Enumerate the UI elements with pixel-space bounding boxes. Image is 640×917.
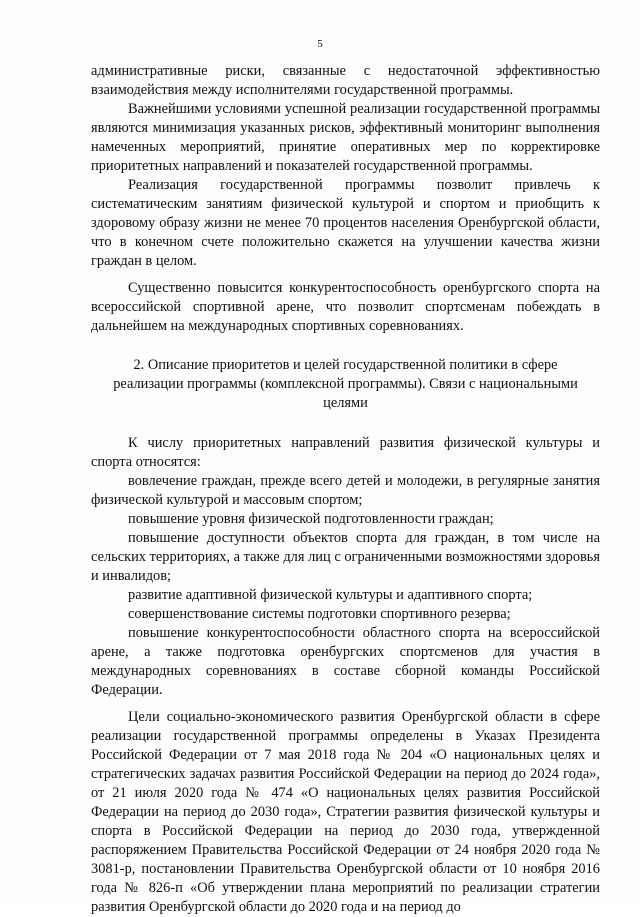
- priority-item: повышение доступности объектов спорта для граждан, в том числе на сельских территориях, а также для лиц с ограниченными возможностями здоровья и инвалидов;: [91, 530, 600, 584]
- page-number: 5: [317, 38, 323, 50]
- document-body: [91, 62, 600, 917]
- priority-item: развитие адаптивной физической культуры и адаптивного спорта;: [128, 587, 533, 603]
- priority-item: повышение конкурентоспособности областного спорта на всероссийской арене, а также подготовка оренбургских спортсменов для участия в международных соревнованиях в составе сборной команды Российской Федерации.: [91, 625, 600, 698]
- paragraph-competitiveness: Существенно повысится конкурентоспособность оренбургского спорта на всероссийской спортивной арене, что позволит спортсменам побеждать в дальнейшем на международных спортивных соревнованиях.: [91, 280, 600, 334]
- priorities-intro: К числу приоритетных направлений развития физической культуры и спорта относятся:: [91, 435, 600, 470]
- paragraph-conditions: Важнейшими условиями успешной реализации государственной программы являются минимизация указанных рисков, эффективный мониторинг выполнения намеченных мероприятий, принятие оперативных мер по корректировке приоритетных направлений и показателей государственной программы.: [91, 101, 600, 174]
- priority-item: вовлечение граждан, прежде всего детей и молодежи, в регулярные занятия физической культурой и массовым спортом;: [91, 473, 600, 508]
- section-heading: 2. Описание приоритетов и целей государственной политики в сфере реализации программы (комплексной программы). Связи с национальными целями: [113, 357, 578, 411]
- paragraph-goals: Цели социально-экономического развития Оренбургской области в сфере реализации государственной программы определены в Указах Президента Российской Федерации от 7 мая 2018 года № 204 «О национальных целях и стратегических задачах развития Российской Федерации на период до 2024 года», от 21 июля 2020 года № 474 «О национальных целях развития Российской Федерации на период до 2030 года», Стратегии развития физической культуры и спорта в Российской Федерации на период до 2030 года, утвержденной распоряжением Правительства Российской Федерации от 24 ноября 2020 года № 3081-р, постановлении Правительства Оренбургской области от 10 ноября 2016 года № 826-п «Об утверждении плана мероприятий по реализации стратегии развития Оренбургской области до 2020 года и на период до: [91, 709, 600, 915]
- priority-item: совершенствование системы подготовки спортивного резерва;: [128, 606, 511, 622]
- priority-item: повышение уровня физической подготовленности граждан;: [128, 511, 494, 527]
- paragraph-implementation: Реализация государственной программы позволит привлечь к систематическим занятиям физической культурой и спортом и приобщить к здоровому образу жизни не менее 70 процентов населения Оренбургской области, что в конечном счете положительно скажется на улучшении качества жизни граждан в целом.: [91, 177, 600, 269]
- paragraph-risks: административные риски, связанные с недостаточной эффективностью взаимодействия между исполнителями государственной программы.: [91, 63, 600, 98]
